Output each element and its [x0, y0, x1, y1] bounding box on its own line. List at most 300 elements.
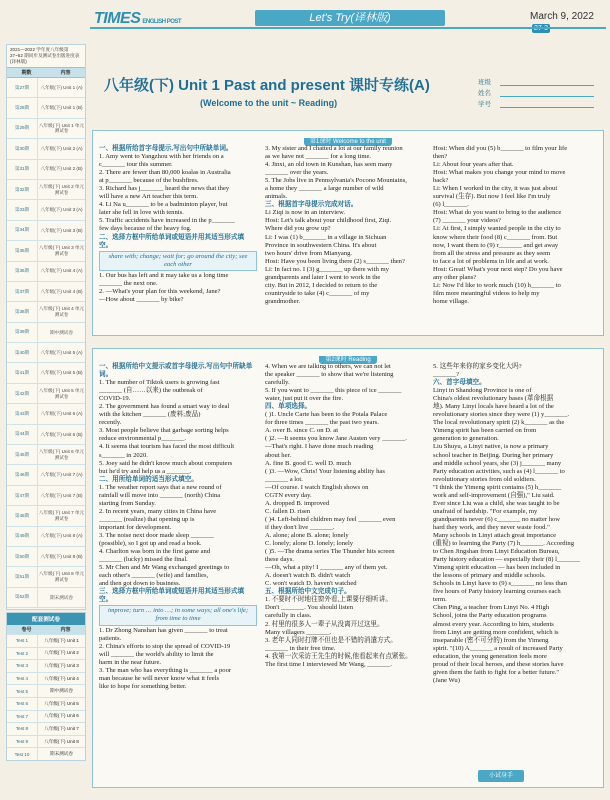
tests-no: Test 6	[15, 701, 29, 707]
text-line: grandparents never (6) c_______ no matter how	[433, 515, 561, 523]
text-line: proud of their local heroes, and these stories have	[433, 660, 564, 668]
logo-sub: ENGLISH POST	[142, 19, 182, 25]
contents-row	[7, 200, 85, 220]
section-reading-col3	[433, 363, 599, 685]
contents-content: 八年级(下) Unit 6 单元测试卷	[37, 445, 85, 464]
text-line: CGTN every day.	[265, 491, 312, 499]
text-line: Host: Let's talk about your childhood first, Ziqi.	[265, 217, 392, 225]
student-info	[478, 76, 594, 109]
text-line: (重视) to learning the Party (7) h_______. According	[433, 540, 575, 548]
section-welcome-col3	[433, 145, 599, 306]
text-line: as we have not _______ for a long time.	[265, 153, 372, 161]
text-line: Many villagers _______.	[265, 628, 332, 636]
contents-row	[7, 78, 85, 98]
text-line: term.	[433, 596, 447, 604]
text-line: unafraid of hardship. "For example, my	[433, 507, 538, 515]
tests-no: Test 1	[15, 638, 29, 644]
header-rule	[90, 27, 606, 29]
text-line: Many schools in Linyi attach great importance	[433, 531, 557, 539]
text-line: (possible), so I got up and read a book.	[99, 540, 202, 548]
contents-content: 八年级(下) Unit 6 (A)	[37, 404, 85, 423]
text-line: will have a new Art teacher this term.	[99, 193, 198, 201]
tests-content: 八年级(下) Unit 4	[37, 673, 85, 685]
text-line: revolutionary stories since they were (1) y_______.	[433, 411, 570, 419]
tests-content: 八年级(下) Unit 7	[37, 723, 85, 735]
text-line: and then got down to business.	[99, 580, 181, 588]
tests-header	[7, 625, 85, 634]
text-line: countryside to take (4) c_______ of my	[265, 289, 370, 297]
text-line: reduce environmental p_______.	[99, 435, 186, 443]
text-line: and middle school years, she (3) j_______ many	[433, 459, 562, 467]
contents-row	[7, 282, 85, 302]
section-reading-bar	[93, 348, 603, 363]
text-line: 3. The man who has everything is _______ a poor	[99, 666, 232, 674]
tests-row	[7, 647, 85, 660]
times-logo	[94, 10, 181, 28]
contents-row	[7, 302, 85, 322]
contents-content: 八年级(下) Unit 5 (B)	[37, 363, 85, 382]
text-line: 2. In recent years, many cities in China have	[99, 507, 217, 515]
text-line: 3. Richard has j_______ heard the news that they	[99, 185, 230, 193]
contents-issue: 第36期	[14, 268, 30, 274]
text-line: 一、根据所给中文提示或首字母提示,写出句中所缺单词。	[99, 363, 253, 379]
text-line: Don't _______. You should listen	[265, 604, 354, 612]
text-line: 2. 村里的很多人一辈子从没离开过这里。	[265, 620, 384, 628]
tests-row	[7, 722, 85, 735]
section-welcome-col1	[99, 145, 257, 304]
page-title: 八年级(下) Unit 1 Past and present 课时专练(A)	[104, 77, 430, 94]
text-line: two hours' drive from Mianyang.	[265, 249, 353, 257]
name-label: 姓名	[478, 90, 491, 97]
section-reading-title: 第2课时 Reading	[319, 356, 376, 364]
text-line: 3. Most people believe that garbage sorting helps	[99, 427, 229, 435]
text-line: 3. My sister and I chatted a lot at our family reunion	[265, 145, 403, 152]
contents-issue: 第46期	[14, 472, 30, 478]
text-line: will _______ the world's ability to limit the	[99, 650, 214, 658]
text-line: carefully.	[265, 379, 290, 387]
tests-no: Test 10	[14, 751, 30, 757]
tests-row	[7, 684, 85, 697]
tests-row	[7, 659, 85, 672]
text-line: Li: I was (1) b_______ in a village in Sichuan	[265, 233, 387, 241]
contents-issue: 第49期	[14, 533, 30, 539]
page-subtitle: (Welcome to the unit ~ Reading)	[200, 98, 338, 108]
text-line: Li Ziqi is now in an interview.	[265, 209, 345, 217]
text-line: harm in the near future.	[99, 658, 162, 666]
text-line: 二、选择方框中所给单词或短语并用其适当形式填空。	[99, 233, 245, 249]
text-line: ( )5. —The drama series The Thunder hits screen	[265, 548, 395, 556]
text-line: 二、用所给单词的适当形式填空。	[99, 475, 198, 483]
tests-row	[7, 735, 85, 748]
text-line: —How about _______ by bike?	[99, 295, 184, 303]
text-line: city. But in 2012, I decided to return to the	[265, 281, 378, 289]
text-line: Liu Shuyu, a Linyi native, is now a primary	[433, 443, 549, 451]
contents-issue: 第34期	[14, 227, 30, 233]
contents-issue: 第39期	[14, 329, 30, 335]
text-line: —That's right. I have done much reading	[265, 443, 374, 451]
text-line: like to hope for something better.	[99, 682, 187, 690]
text-line: inseparable (密不可分的) from the Yimeng	[433, 636, 549, 644]
text-line: ( )3. —Wow, Chris! Your listening ability has	[265, 467, 385, 475]
text-line: 2. China's efforts to stop the spread of COVID-19	[99, 642, 231, 650]
text-line: if they don't live _______.	[265, 523, 335, 531]
text-line: animals.	[265, 193, 288, 201]
text-line: The first time I interviewed Mr Wang, _______.	[265, 660, 392, 668]
tests-content: 八年级(下) Unit 5	[37, 698, 85, 710]
tests-content: 八年级(下) Unit 3	[37, 660, 85, 672]
text-line: Li: In fact no. I (3) g_______ up there with my	[265, 265, 389, 273]
contents-row	[7, 588, 85, 608]
text-line: ( )4. Left-behind children may feel _______ even	[265, 515, 396, 523]
text-line: Chen Ping, a teacher from Linyi No. 4 High	[433, 604, 550, 612]
tests-row	[7, 634, 85, 647]
text-line: carefully in class.	[265, 612, 312, 620]
name-field[interactable]	[478, 87, 594, 98]
text-line: 三、选择方框中所给单词或短语并用其适当形式填空。	[99, 588, 245, 604]
tests-no: Test 9	[15, 739, 29, 745]
contents-row	[7, 404, 85, 424]
contents-row	[7, 384, 85, 404]
name-line[interactable]	[500, 89, 594, 97]
text-line: 4. When we are talking to others, we can not let	[265, 363, 391, 370]
text-line: C. won't watch D. haven't watched	[265, 580, 357, 588]
text-line: rainfall will move into _______ (north) China	[99, 491, 221, 499]
text-line: _______ in their free time.	[265, 644, 336, 652]
tests-head-content: 内容	[60, 627, 71, 633]
text-line: 一、根据所给首字母提示,写出句中所缺单词。	[99, 145, 233, 152]
contents-issue: 第52期	[14, 594, 30, 600]
text-line: _______ (lucky) missed the final.	[99, 556, 188, 564]
text-line: Host: What makes you change your mind to move	[433, 169, 566, 177]
contents-content: 八年级(下) Unit 1 (B)	[37, 98, 85, 117]
logo-text: TIMES	[94, 10, 141, 27]
text-line: 1. Our bus has left and it may take us a long time	[99, 271, 229, 279]
contents-content: 八年级(下) Unit 3 (A)	[37, 200, 85, 219]
text-line: 三、根据首字母提示完成对话。	[265, 201, 358, 209]
tests-no: Test 2	[15, 650, 29, 656]
contents-row	[7, 567, 85, 587]
contents-issue: 第50期	[14, 553, 30, 559]
contents-header	[7, 67, 85, 78]
contents-row	[7, 119, 85, 139]
text-line: 4. Li Na u_______ to be a badminton player, but	[99, 201, 228, 209]
contents-content: 八年级(下) Unit 2 (A)	[37, 139, 85, 158]
text-line: _______ (自……以来) the outbreak of	[99, 387, 203, 395]
text-line: 5. If you want to _______ this piece of ice _______	[265, 387, 402, 395]
contents-content: 八年级(下) Unit 1 (A)	[37, 78, 85, 97]
date-text: March 9, 2022	[530, 11, 594, 22]
text-line: A. doesn't watch B. didn't watch	[265, 572, 351, 580]
contents-content: 八年级(下) Unit 2 (B)	[37, 160, 85, 179]
contents-row	[7, 241, 85, 261]
contents-rows	[7, 78, 85, 608]
text-line: any other plans?	[433, 273, 477, 281]
text-line: 1. Dr Zhong Nanshan has given _______ to treat	[99, 626, 228, 634]
text-line: given them the faith to fight for a better future."	[433, 668, 560, 676]
section-reading-col2	[265, 363, 425, 669]
text-line: ( )1. Uncle Carte has been to the Potala Palace	[265, 411, 388, 419]
word-box: share with; change; wait for; go around the city; see each other	[99, 251, 257, 271]
text-line: home village.	[433, 297, 469, 305]
text-line: 4. 我第一次采访王先生的时候,他看起来有点紧张。	[265, 652, 412, 660]
text-line: 1. Amy went to Yangzhou with her friends on a	[99, 153, 224, 161]
text-line: about her.	[265, 451, 292, 459]
text-line: _______ (realize) that opening up is	[99, 515, 195, 523]
text-line: revolutionary stories from old soldiers.	[433, 475, 536, 483]
text-line: 4. It seems that tourism has faced the most difficult	[99, 443, 235, 451]
text-line: 5. 这些年来你的家乡变化大吗?	[433, 363, 522, 370]
text-line: 4. Jinxi, an old town in Kunshan, has seen many	[265, 161, 393, 169]
section-welcome-title: 第1课时 Welcome to the unit	[304, 138, 392, 146]
contents-row	[7, 527, 85, 547]
tests-no: Test 4	[15, 676, 29, 682]
contents-content: 八年级(下) Unit 7 单元测试卷	[37, 506, 85, 525]
text-line: with the kitchen _______ (废料;废品)	[99, 411, 201, 419]
tests-no: Test 5	[15, 688, 29, 694]
tests-content: 八年级(下) Unit 1	[37, 635, 85, 647]
text-line: China's oldest revolutionary bases (革命根据	[433, 395, 554, 403]
text-line: to Chen Jingshan from Linyi Education Bureau,	[433, 548, 560, 556]
text-line: C. lonely; alone D. lonely; lonely	[265, 540, 354, 548]
contents-content: 八年级(下) Unit 5 (A)	[37, 343, 85, 362]
section-welcome-col2	[265, 145, 425, 306]
section-reading-col1	[99, 363, 257, 691]
contents-issue: 第27期	[14, 84, 30, 90]
text-line: Linyi in Shandong Province is one of	[433, 387, 532, 395]
text-line: at p_______ because of the bushfires.	[99, 177, 199, 185]
text-line: The local revolutionary spirit (2) k_______ as the	[433, 419, 565, 427]
class-line[interactable]	[500, 78, 594, 86]
contents-row	[7, 180, 85, 200]
contents-content: 八年级(下) Unit 7 (A)	[37, 465, 85, 484]
contents-row	[7, 547, 85, 567]
text-line: 2. —What's your plan for this weekend, Jane?	[99, 287, 221, 295]
text-line: now, I want them to (9) r_______ and get away	[433, 241, 559, 249]
contents-content: 八年级(下) Unit 6 (B)	[37, 425, 85, 444]
text-line: 2. The government has found a smart way to deal	[99, 403, 230, 411]
contents-content: 八年级(下) Unit 4 单元测试卷	[37, 302, 85, 321]
text-line: from Linyi are getting more confident, which is	[433, 628, 559, 636]
text-line: 地). Many Linyi locals have heard a lot of the	[433, 403, 554, 411]
text-line: c_______ tour this summer.	[99, 161, 173, 169]
text-line: _______ the next one.	[99, 279, 158, 287]
text-line: spirit. "(10) A_______ a result of increased Party	[433, 644, 563, 652]
contents-content: 八年级(下) Unit 4 (B)	[37, 282, 85, 301]
tests-table	[6, 612, 86, 761]
text-line: A. over B. since C. on D. at	[265, 427, 339, 435]
contents-row	[7, 221, 85, 241]
contents-head-content: 内容	[60, 70, 71, 76]
contents-issue: 第33期	[14, 207, 30, 213]
contents-row	[7, 98, 85, 118]
number-field[interactable]	[478, 98, 594, 109]
text-line: starting from Sunday.	[99, 499, 156, 507]
text-line: A. dropped B. improved	[265, 499, 330, 507]
page-header	[90, 4, 606, 46]
number-label: 学号	[478, 101, 491, 108]
text-line: later she fell in love with tennis.	[99, 209, 184, 217]
text-line: almost every year. According to him, students	[433, 620, 554, 628]
contents-row	[7, 363, 85, 383]
contents-row	[7, 139, 85, 159]
class-field[interactable]	[478, 76, 594, 87]
contents-issue: 第48期	[14, 512, 30, 518]
text-line: (7) _______ your videos?	[433, 217, 501, 225]
text-line: 4. Charlton was born in the first game and	[99, 548, 211, 556]
contents-content: 八年级(下) Unit 3 (B)	[37, 221, 85, 240]
text-line: school teacher in Beijing. During her primary	[433, 451, 554, 459]
text-line: grandparents and later I went to work in the	[265, 273, 381, 281]
contents-issue: 第42期	[14, 390, 30, 396]
contents-table	[6, 44, 86, 610]
contents-content: 期末测试卷	[37, 588, 85, 607]
contents-issue: 第51期	[14, 574, 30, 580]
text-line: education, the young generation feels more	[433, 652, 547, 660]
text-line: 1. 不要时不时地往窗外看,上课要仔细听讲。	[265, 596, 392, 604]
tests-no: Test 3	[15, 663, 29, 669]
text-line: Li: When I worked in the city, it was just about	[433, 185, 558, 193]
tests-content: 期中测试卷	[37, 685, 85, 697]
text-line: 5. Mr Chen and Mr Wang exchanged greetings to	[99, 564, 230, 572]
text-line: 5. The Jobs live in Pennsylvania's Pocono Mountains,	[265, 177, 407, 185]
contents-content: 八年级(下) Unit 5 单元测试卷	[37, 384, 85, 403]
contents-issue: 第41期	[14, 370, 30, 376]
contents-row	[7, 262, 85, 282]
text-line: 四、单项选择。	[265, 403, 312, 411]
contents-caption: 2021—2022 学年度八年级第 27~52 期同步及测试卷出版进度表(译林版)	[10, 47, 80, 64]
text-line: C. fallen D. risen	[265, 507, 311, 515]
text-line: the lessons of primary and middle schools.	[433, 572, 546, 580]
text-line: to face a lot of problems in life and at work.	[433, 257, 549, 265]
text-line: generation to generation.	[433, 435, 499, 443]
text-line: _______ a lot.	[265, 475, 303, 483]
text-line: Party education activities, such as (4) l_______ to	[433, 467, 565, 475]
contents-content: 八年级(下) Unit 8 单元测试卷	[37, 567, 85, 586]
contents-content: 八年级(下) Unit 4 (A)	[37, 262, 85, 281]
tests-row	[7, 672, 85, 685]
text-line: Host: Great! What's your next step? Do you have	[433, 265, 563, 273]
text-line: five hours of Party history learning courses each	[433, 588, 561, 596]
text-line: Where did you grow up?	[265, 225, 331, 233]
contents-content: 八年级(下) Unit 1 单元测试卷	[37, 119, 85, 138]
tests-content: 期末测试卷	[37, 748, 85, 760]
contents-issue: 第32期	[14, 186, 30, 192]
text-line: 5. Joey said he didn't know much about computers	[99, 459, 233, 467]
text-line: 5. Traffic accidents have increased in the p_______	[99, 217, 235, 225]
text-line: s_______ in 2020.	[99, 451, 148, 459]
text-line: a home they _______ a large number of wild	[265, 185, 384, 193]
contents-issue: 第28期	[14, 105, 30, 111]
text-line: "I think the Yimeng spirit contains (5) h_______	[433, 483, 562, 491]
text-line: A. alone; alone B. alone; lonely	[265, 531, 349, 539]
text-line: 3. 老年人同时打牌不但也是不错的消遣方式。	[265, 636, 397, 644]
text-line: 六、首字母填空。	[433, 379, 486, 387]
number-line[interactable]	[500, 100, 594, 108]
issue-date	[530, 11, 606, 33]
tests-title: 配套测试卷	[7, 613, 85, 625]
contents-row	[7, 343, 85, 363]
tests-row	[7, 697, 85, 710]
tests-rows	[7, 634, 85, 760]
contents-issue: 第29期	[14, 125, 30, 131]
lets-try-banner: Let's Try(译林版)	[255, 10, 445, 26]
text-line: Li: About four years after that.	[433, 161, 514, 169]
text-line: 2. There are fewer than 80,000 koalas in Australia	[99, 169, 231, 177]
contents-row	[7, 486, 85, 506]
text-line: Host: Have you been living there (2) s_______ then?	[265, 257, 405, 265]
text-line: Host: What do you want to bring to the audience	[433, 209, 562, 217]
section-welcome	[92, 130, 604, 336]
text-line: —Of course. I watch English shows on	[265, 483, 369, 491]
text-line: hard they work, and they never waste food."	[433, 523, 550, 531]
tests-no: Test 8	[15, 726, 29, 732]
text-line: A. fine B. good C. well D. much	[265, 459, 351, 467]
text-line: Ever since Liu was a child, she was taught to be	[433, 499, 560, 507]
text-line: then?	[433, 153, 448, 161]
text-line: water, just put it over the fire.	[265, 395, 344, 403]
contents-issue: 第35期	[14, 247, 30, 253]
text-line: School, joins the Party education programs	[433, 612, 547, 620]
try-tag: 小试身手	[478, 770, 524, 782]
tests-content: 八年级(下) Unit 2	[37, 648, 85, 660]
text-line: _______ over the years.	[265, 169, 329, 177]
text-line: _______?	[433, 371, 460, 379]
section-welcome-bar	[93, 130, 603, 145]
text-line: work and self-improvement (自强)," Liu said.	[433, 491, 555, 499]
contents-issue: 第31期	[14, 166, 30, 172]
contents-content: 期中测试卷	[37, 323, 85, 342]
text-line: Yimeng spirit has been carried on from	[433, 427, 537, 435]
contents-issue: 第45期	[14, 451, 30, 457]
contents-content: 八年级(下) Unit 8 (B)	[37, 547, 85, 566]
text-line: film more meaningful videos to help my	[433, 289, 540, 297]
contents-issue: 第30期	[14, 145, 30, 151]
text-line: Li: Now I'd like to work much (10) h_______ to	[433, 281, 561, 289]
contents-row	[7, 323, 85, 343]
word-box: improve; turn … into …; in some ways; all one's life; from time to time	[99, 605, 257, 625]
text-line: (6) l_______.	[433, 201, 469, 209]
text-line: 3. The noise next door made sleep _______	[99, 531, 214, 539]
contents-issue: 第37期	[14, 288, 30, 294]
text-line: know where their food (8) c_______ from. But	[433, 233, 558, 241]
text-line: 五、根据所给中文完成句子。	[265, 588, 351, 596]
contents-issue: 第38期	[14, 308, 30, 314]
text-line: patients.	[99, 634, 122, 642]
tests-content: 八年级(下) Unit 8	[37, 736, 85, 748]
text-line: for three times _______ the past two years.	[265, 419, 379, 427]
contents-content: 八年级(下) Unit 2 单元测试卷	[37, 180, 85, 199]
text-line: few days because of the heavy fog.	[99, 225, 192, 233]
tests-no: Test 7	[15, 713, 29, 719]
text-line: Province in southwestern China. It's about	[265, 241, 377, 249]
text-line: from all the stress and pressure as they seem	[433, 249, 551, 257]
text-line: ( )2. —It seems you know Jane Austen very _______.	[265, 435, 407, 443]
contents-issue: 第47期	[14, 492, 30, 498]
class-label: 班级	[478, 79, 491, 86]
text-line: these days.	[265, 556, 294, 564]
tests-head-no: 卷号	[21, 627, 32, 633]
contents-head-issue: 期数	[21, 70, 32, 76]
text-line: 1. The weather report says that a new round of	[99, 483, 222, 491]
text-line: Li: At first, I simply wanted people in the city to	[433, 225, 561, 233]
contents-issue: 第40期	[14, 349, 30, 355]
text-line: COVID-19.	[99, 395, 131, 403]
text-line: the speaker _______ to show that we're listening	[265, 371, 394, 379]
contents-row	[7, 425, 85, 445]
contents-row	[7, 506, 85, 526]
contents-content: 八年级(下) Unit 8 (A)	[37, 527, 85, 546]
text-line: important for development.	[99, 523, 172, 531]
